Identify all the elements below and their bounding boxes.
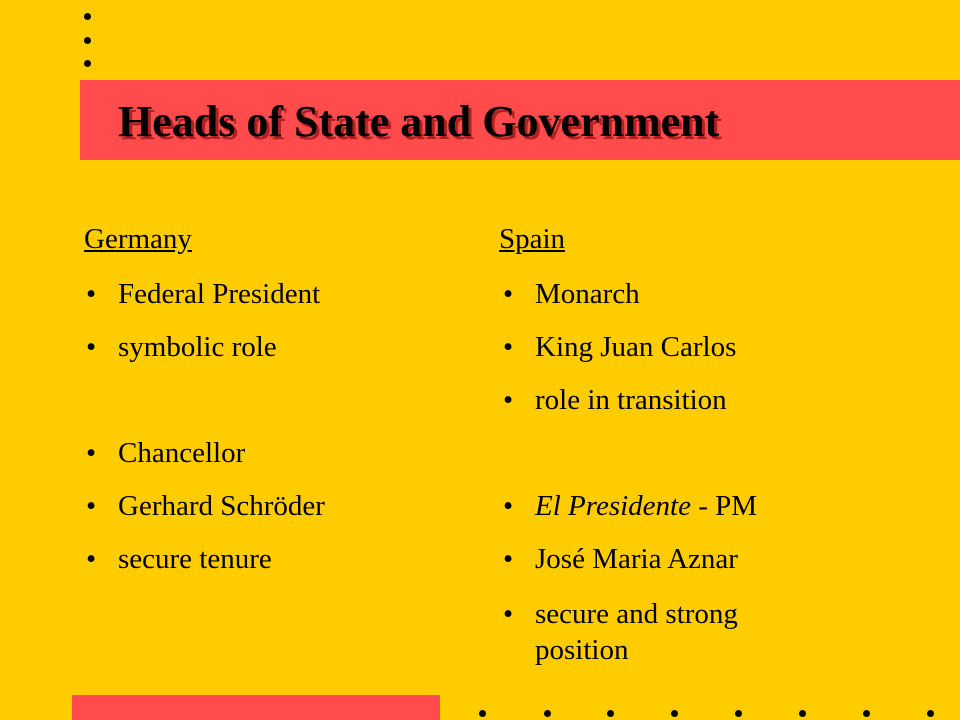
decorative-dot xyxy=(544,710,551,717)
bullet-text: Gerhard Schröder xyxy=(118,490,325,522)
germany-heading: Germany xyxy=(84,223,192,255)
bullet-text: Chancellor xyxy=(118,437,246,469)
decorative-dot xyxy=(799,710,806,717)
decorative-dot xyxy=(84,13,91,20)
bullet-glyph: • xyxy=(86,278,97,310)
bullet-glyph: • xyxy=(86,543,97,575)
decorative-dot xyxy=(927,710,934,717)
bullet-text: secure and strong position xyxy=(535,598,738,666)
bullet-glyph: • xyxy=(503,278,514,310)
bullet-glyph: • xyxy=(503,490,514,522)
bullet-glyph: • xyxy=(503,331,514,363)
bullet-text: King Juan Carlos xyxy=(535,331,737,363)
bottom-accent-bar xyxy=(72,695,440,720)
decorative-dot xyxy=(84,37,91,44)
bullet-text: symbolic role xyxy=(118,331,277,363)
bullet-glyph: • xyxy=(503,598,514,630)
presidente-italic: El Presidente xyxy=(535,490,691,522)
bullet-glyph: • xyxy=(86,490,97,522)
bullet-text: secure tenure xyxy=(118,543,272,575)
bullet-text: Monarch xyxy=(535,278,640,310)
decorative-dot xyxy=(479,710,486,717)
spain-heading: Spain xyxy=(499,223,566,255)
bullet-glyph: • xyxy=(86,437,97,469)
bullet-glyph: • xyxy=(503,384,514,416)
bullet-text: role in transition xyxy=(535,384,727,416)
decorative-dot xyxy=(84,60,91,67)
bullet-glyph: • xyxy=(86,331,97,363)
bullet-glyph: • xyxy=(503,543,514,575)
slide-title: Heads of State and Government xyxy=(118,97,720,146)
bullet-text: José Maria Aznar xyxy=(535,543,738,575)
decorative-dot xyxy=(607,710,614,717)
decorative-dot xyxy=(671,710,678,717)
decorative-dot xyxy=(735,710,742,717)
decorative-dot xyxy=(863,710,870,717)
bullet-text: Federal President xyxy=(118,278,321,310)
presidente-suffix: - PM xyxy=(690,490,758,522)
bullet-text xyxy=(535,488,757,524)
